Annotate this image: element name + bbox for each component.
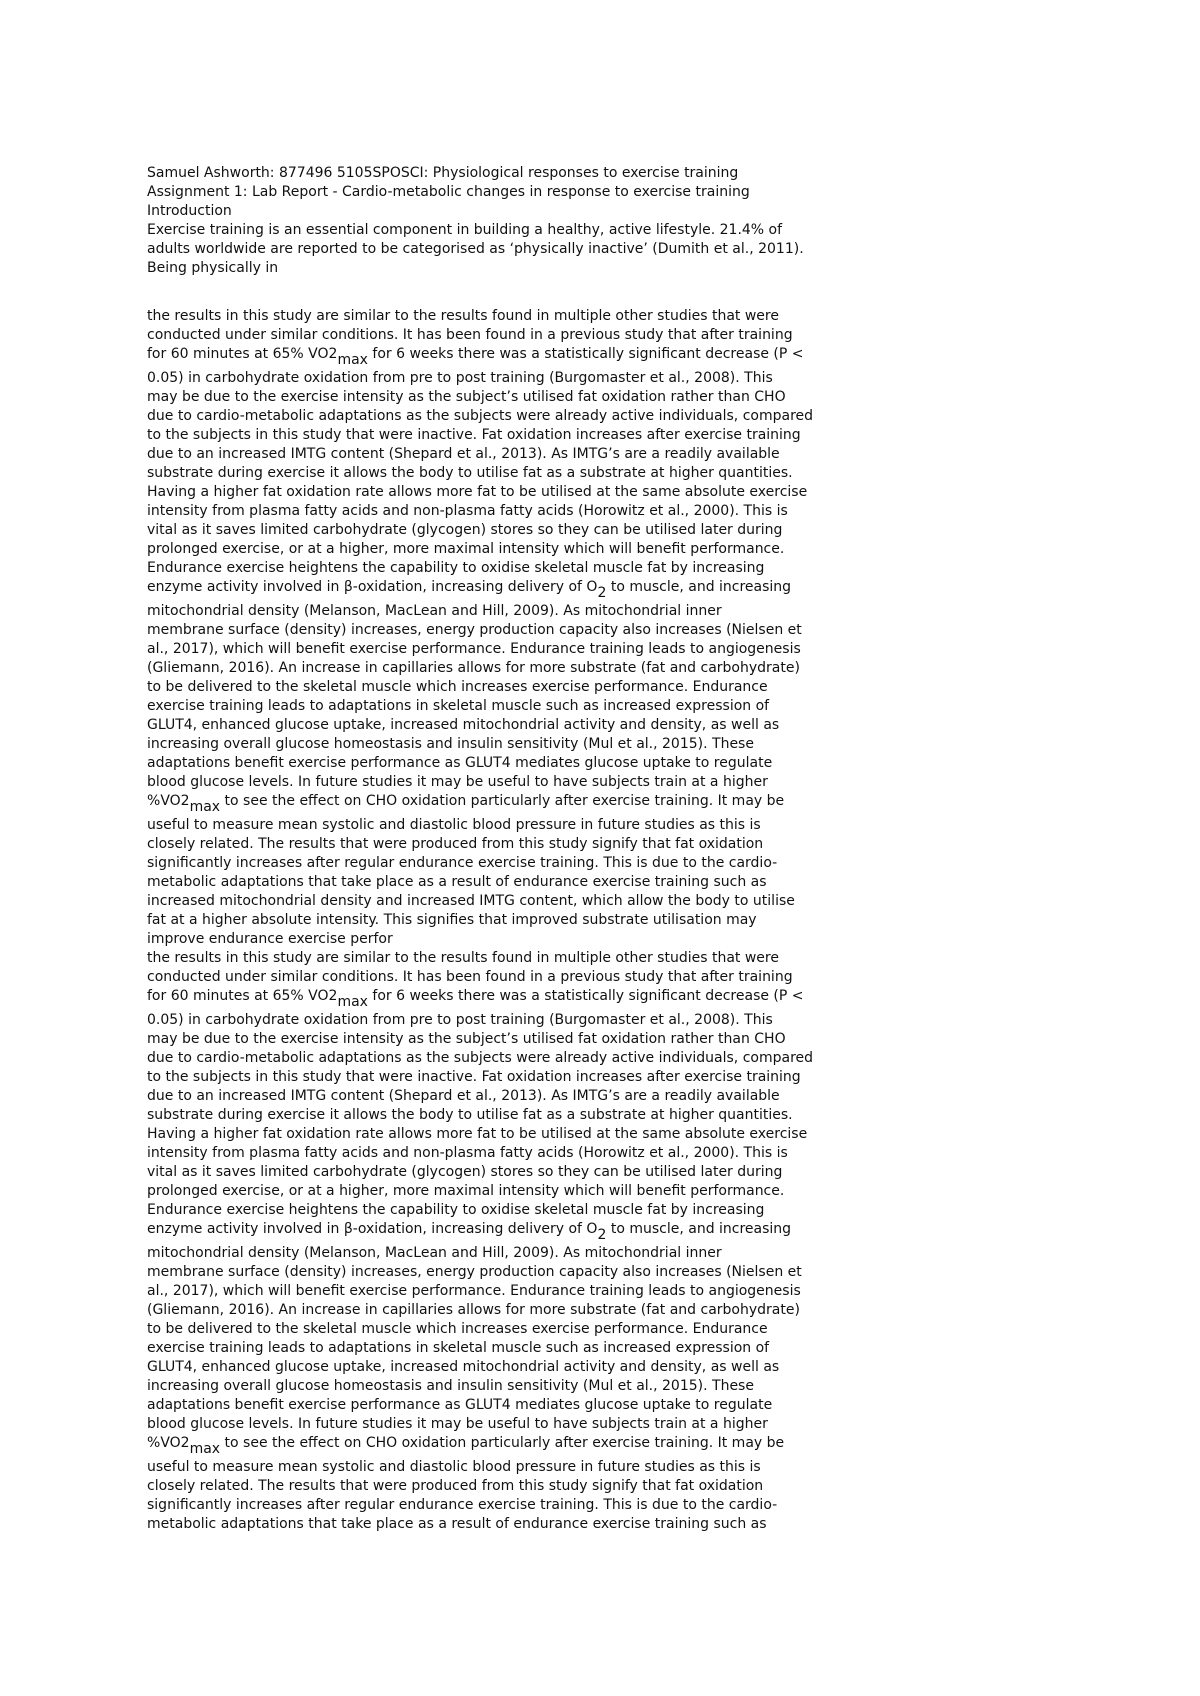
intro-line: Being physically in xyxy=(147,260,279,276)
discussion-line: mitochondrial density (Melanson, MacLean and Hill, 2009). As mitochondrial inner xyxy=(147,603,722,619)
discussion-line: Having a higher fat oxidation rate allows more fat to be utilised at the same absolute exercise xyxy=(147,484,808,500)
discussion-line: Endurance exercise heightens the capability to oxidise skeletal muscle fat by increasing xyxy=(147,1202,765,1218)
discussion-line-o2: enzyme activity involved in β-oxidation, increasing delivery of $O_2$ to muscle, and increasing xyxy=(147,1221,792,1243)
discussion-line: Having a higher fat oxidation rate allows more fat to be utilised at the same absolute exercise xyxy=(147,1126,808,1142)
discussion-line: Endurance exercise heightens the capability to oxidise skeletal muscle fat by increasing xyxy=(147,560,765,576)
discussion-line: substrate during exercise it allows the body to utilise fat as a substrate at higher quantities. xyxy=(147,465,793,481)
discussion-line: increasing overall glucose homeostasis and insulin sensitivity (Mul et al., 2015). These xyxy=(147,736,754,752)
document-page xyxy=(147,164,1087,1534)
discussion-line: al., 2017), which will benefit exercise performance. Endurance training leads to angiogenesis xyxy=(147,641,801,657)
discussion-line: to the subjects in this study that were inactive. Fat oxidation increases after exercise training xyxy=(147,427,801,443)
discussion-line: prolonged exercise, or at a higher, more maximal intensity which will benefit performance. xyxy=(147,1183,785,1199)
discussion-line: conducted under similar conditions. It has been found in a previous study that after training xyxy=(147,969,793,985)
discussion-line: blood glucose levels. In future studies it may be useful to have subjects train at a higher xyxy=(147,774,768,790)
discussion-line: substrate during exercise it allows the body to utilise fat as a substrate at higher quantities. xyxy=(147,1107,793,1123)
discussion-line-vo2max: for 60 minutes at 65% $VO2_{max}$ for 6 weeks there was a statistically significant decrease (P < xyxy=(147,346,804,368)
discussion-line: closely related. The results that were produced from this study signify that fat oxidation xyxy=(147,1478,764,1494)
intro-line: adults worldwide are reported to be categorised as ‘physically inactive’ (Dumith et al., 2011). xyxy=(147,241,804,257)
discussion-line: closely related. The results that were produced from this study signify that fat oxidation xyxy=(147,836,764,852)
discussion-line-o2: enzyme activity involved in β-oxidation, increasing delivery of $O_2$ to muscle, and increasing xyxy=(147,579,792,601)
discussion-line: improve endurance exercise perfor xyxy=(147,931,393,947)
discussion-line: useful to measure mean systolic and diastolic blood pressure in future studies as this is xyxy=(147,1459,761,1475)
discussion-line: useful to measure mean systolic and diastolic blood pressure in future studies as this is xyxy=(147,817,761,833)
discussion-line: (Gliemann, 2016). An increase in capillaries allows for more substrate (fat and carbohydrate) xyxy=(147,1302,800,1318)
discussion-line-percent-vo2max: $\%VO2_{max}$ to see the effect on CHO oxidation particularly after exercise training. It may be xyxy=(147,793,785,815)
discussion-line: intensity from plasma fatty acids and non-plasma fatty acids (Horowitz et al., 2000). This is xyxy=(147,503,788,519)
discussion-line: GLUT4, enhanced glucose uptake, increased mitochondrial activity and density, as well as xyxy=(147,717,780,733)
discussion-line: membrane surface (density) increases, energy production capacity also increases (Nielsen et xyxy=(147,1264,802,1280)
discussion-line: due to an increased IMTG content (Shepard et al., 2013). As IMTG’s are a readily available xyxy=(147,1088,780,1104)
intro-line: Exercise training is an essential component in building a healthy, active lifestyle. 21.4% of xyxy=(147,222,783,238)
discussion-line: metabolic adaptations that take place as a result of endurance exercise training such as xyxy=(147,1516,767,1532)
discussion-line: significantly increases after regular endurance exercise training. This is due to the cardio- xyxy=(147,1497,778,1513)
discussion-line: the results in this study are similar to the results found in multiple other studies that were xyxy=(147,308,779,324)
discussion-line: (Gliemann, 2016). An increase in capillaries allows for more substrate (fat and carbohydrate) xyxy=(147,660,800,676)
header-line-author: Samuel Ashworth: 877496 5105SPOSCI: Physiological responses to exercise training xyxy=(147,165,739,181)
discussion-line: adaptations benefit exercise performance as GLUT4 mediates glucose uptake to regulate xyxy=(147,755,773,771)
discussion-line: GLUT4, enhanced glucose uptake, increased mitochondrial activity and density, as well as xyxy=(147,1359,780,1375)
discussion-line: exercise training leads to adaptations in skeletal muscle such as increased expression of xyxy=(147,1340,770,1356)
discussion-line: prolonged exercise, or at a higher, more maximal intensity which will benefit performance. xyxy=(147,541,785,557)
header-line-assignment: Assignment 1: Lab Report - Cardio-metabolic changes in response to exercise training xyxy=(147,184,750,200)
discussion-block xyxy=(147,307,1087,949)
discussion-line: due to cardio-metabolic adaptations as the subjects were already active individuals, compared xyxy=(147,1050,814,1066)
discussion-line: 0.05) in carbohydrate oxidation from pre to post training (Burgomaster et al., 2008). This xyxy=(147,1012,773,1028)
discussion-line: mitochondrial density (Melanson, MacLean and Hill, 2009). As mitochondrial inner xyxy=(147,1245,722,1261)
discussion-line: the results in this study are similar to the results found in multiple other studies that were xyxy=(147,950,779,966)
discussion-line: may be due to the exercise intensity as the subject’s utilised fat oxidation rather than CHO xyxy=(147,389,786,405)
discussion-line: 0.05) in carbohydrate oxidation from pre to post training (Burgomaster et al., 2008). This xyxy=(147,370,773,386)
discussion-line-vo2max: for 60 minutes at 65% $VO2_{max}$ for 6 weeks there was a statistically significant decrease (P < xyxy=(147,988,804,1010)
discussion-line: to the subjects in this study that were inactive. Fat oxidation increases after exercise training xyxy=(147,1069,801,1085)
discussion-line: due to an increased IMTG content (Shepard et al., 2013). As IMTG’s are a readily available xyxy=(147,446,780,462)
discussion-line: increasing overall glucose homeostasis and insulin sensitivity (Mul et al., 2015). These xyxy=(147,1378,754,1394)
discussion-line-percent-vo2max: $\%VO2_{max}$ to see the effect on CHO oxidation particularly after exercise training. It may be xyxy=(147,1435,785,1457)
discussion-line: may be due to the exercise intensity as the subject’s utilised fat oxidation rather than CHO xyxy=(147,1031,786,1047)
discussion-line: vital as it saves limited carbohydrate (glycogen) stores so they can be utilised later during xyxy=(147,522,783,538)
discussion-line: intensity from plasma fatty acids and non-plasma fatty acids (Horowitz et al., 2000). This is xyxy=(147,1145,788,1161)
section-gap xyxy=(147,278,1087,307)
discussion-line: membrane surface (density) increases, energy production capacity also increases (Nielsen et xyxy=(147,622,802,638)
discussion-block-repeat xyxy=(147,949,1087,1534)
discussion-line: significantly increases after regular endurance exercise training. This is due to the cardio- xyxy=(147,855,778,871)
discussion-line: exercise training leads to adaptations in skeletal muscle such as increased expression of xyxy=(147,698,770,714)
section-heading-introduction: Introduction xyxy=(147,203,232,219)
discussion-line: increased mitochondrial density and increased IMTG content, which allow the body to utilise xyxy=(147,893,795,909)
discussion-line: conducted under similar conditions. It has been found in a previous study that after training xyxy=(147,327,793,343)
discussion-line: fat at a higher absolute intensity. This signifies that improved substrate utilisation may xyxy=(147,912,757,928)
discussion-line: to be delivered to the skeletal muscle which increases exercise performance. Endurance xyxy=(147,679,768,695)
discussion-line: due to cardio-metabolic adaptations as the subjects were already active individuals, compared xyxy=(147,408,814,424)
discussion-line: al., 2017), which will benefit exercise performance. Endurance training leads to angiogenesis xyxy=(147,1283,801,1299)
discussion-line: adaptations benefit exercise performance as GLUT4 mediates glucose uptake to regulate xyxy=(147,1397,773,1413)
discussion-line: metabolic adaptations that take place as a result of endurance exercise training such as xyxy=(147,874,767,890)
discussion-line: vital as it saves limited carbohydrate (glycogen) stores so they can be utilised later during xyxy=(147,1164,783,1180)
discussion-line: to be delivered to the skeletal muscle which increases exercise performance. Endurance xyxy=(147,1321,768,1337)
discussion-line: blood glucose levels. In future studies it may be useful to have subjects train at a higher xyxy=(147,1416,768,1432)
